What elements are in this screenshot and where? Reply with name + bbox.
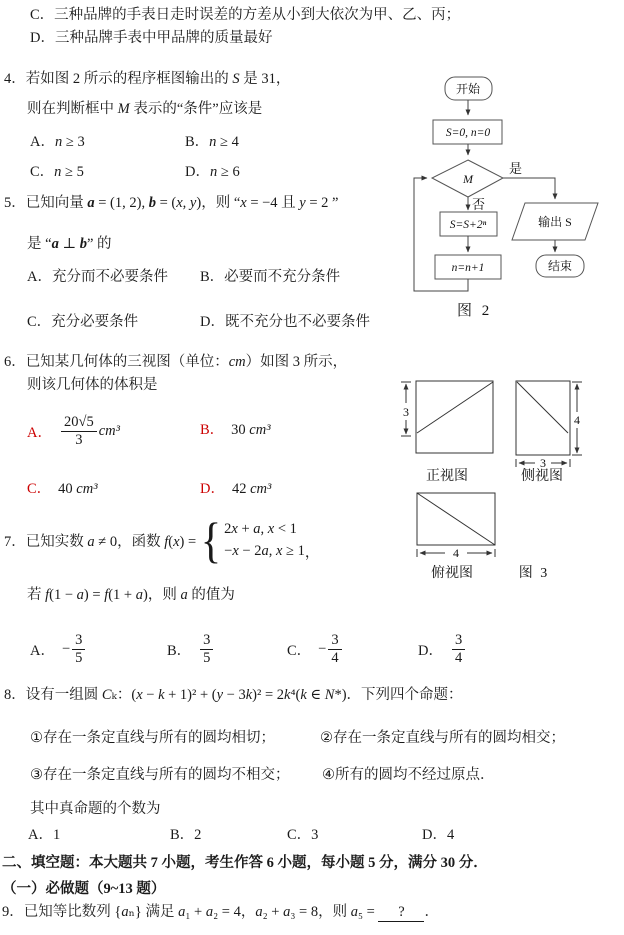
q8-prop-4: ④所有的圆均不经过原点． bbox=[322, 767, 495, 783]
q5-line-1: 5．已知向量 a = (1, 2), b = (x, y)，则 “x = −4 且 y = 2 ” bbox=[4, 195, 339, 211]
piecewise-brace: { bbox=[200, 511, 222, 568]
q4-option-b: B．n ≥ 4 bbox=[185, 134, 239, 150]
q8-stem-2: 其中真命题的个数为 bbox=[30, 801, 161, 817]
q8-line-1: 8．设有一组圆 Cₖ：(x − k + 1)² + (y − 3k)² = 2k⁴(k ∈ N*)．下列四个命题： bbox=[4, 687, 463, 703]
q6-option-a-fraction: $\frac{20√5}{3}$ bbox=[61, 414, 97, 448]
q4-option-a: A．n ≥ 3 bbox=[30, 134, 85, 150]
increment-node-label: n=n+1 bbox=[451, 262, 485, 274]
q3-option-c: C．三种品牌的手表日走时误差的方差从小到大依次为甲、乙、丙； bbox=[30, 7, 461, 23]
top-view-label: 俯视图 bbox=[431, 566, 473, 581]
figure-2-caption: 图 2 bbox=[457, 303, 493, 319]
q5-option-c: C．充分必要条件 bbox=[27, 314, 139, 330]
q7-option-d: D． $\frac{3}{4}$ bbox=[418, 625, 467, 673]
q5-option-a: A．充分而不必要条件 bbox=[27, 269, 168, 285]
q9-line: 9．已知等比数列 {aₙ} 满足 a₁ + a₂ = 4，a₂ + a₃ = 8，则 a₅ = ? ． bbox=[2, 903, 439, 922]
q7-option-c: C． − $\frac{3}{4}$ bbox=[287, 625, 344, 673]
side-view-diagonal bbox=[517, 382, 568, 433]
piecewise-cases: 2x + a, x < 1 −x − 2a, x ≥ 1 bbox=[224, 520, 305, 559]
section-2-title: 二、填空题：本大题共 7 小题，考生作答 6 小题，每小题 5 分，满分 30 分． bbox=[2, 855, 488, 871]
q4-option-d: D．n ≥ 6 bbox=[185, 164, 240, 180]
q7-option-a: A． − $\frac{3}{5}$ bbox=[30, 625, 87, 673]
figure-3-caption: 图 3 bbox=[518, 566, 550, 581]
q8-option-c: C．3 bbox=[287, 827, 319, 843]
front-height-dim: 3 bbox=[403, 405, 409, 419]
q6-option-a bbox=[27, 406, 120, 456]
yes-branch-label: 是 bbox=[509, 161, 523, 176]
q6-option-c: C． 40 cm³ bbox=[27, 481, 98, 497]
q6-option-a-label: A． bbox=[27, 424, 52, 441]
figure-3-three-views bbox=[398, 376, 624, 588]
top-width-dim: 4 bbox=[453, 546, 459, 560]
q4-line-2: 则在判断框中 M 表示的“条件”应该是 bbox=[27, 101, 263, 117]
q8-option-d: D．4 bbox=[422, 827, 455, 843]
q6-option-d: D． 42 cm³ bbox=[200, 481, 272, 497]
q6-line-1: 6．已知某几何体的三视图（单位：cm）如图 3 所示， bbox=[4, 354, 348, 370]
side-width-dim: 3 bbox=[540, 456, 546, 470]
q8-option-a: A．1 bbox=[28, 827, 61, 843]
side-height-dim: 4 bbox=[574, 413, 580, 427]
q8-option-b: B．2 bbox=[170, 827, 202, 843]
q8-prop-1: ①存在一条定直线与所有的圆均相切； bbox=[30, 730, 275, 746]
section-2-subtitle: （一）必做题（9~13 题） bbox=[2, 881, 166, 897]
q7-stem: 7．已知实数 a ≠ 0，函数 f(x) = bbox=[4, 533, 197, 550]
yes-wire bbox=[503, 178, 555, 199]
no-branch-label: 否 bbox=[472, 197, 486, 212]
figure-2-flowchart bbox=[398, 72, 624, 322]
top-view-diagonal bbox=[417, 493, 495, 545]
q4-line-1: 4．若如图 2 所示的程序框图输出的 S 是 31， bbox=[4, 71, 291, 87]
q6-line-2: 则该几何体的体积是 bbox=[27, 377, 158, 393]
front-view-diagonal bbox=[417, 382, 493, 433]
q4-option-c: C．n ≥ 5 bbox=[30, 164, 84, 180]
output-node-label: 输出 S bbox=[538, 215, 572, 229]
side-view-rect bbox=[516, 381, 570, 455]
decision-node-label: M bbox=[463, 172, 473, 186]
q7-option-b: B． $\frac{3}{5}$ bbox=[167, 625, 215, 673]
front-view-label: 正视图 bbox=[426, 469, 468, 484]
q8-prop-2: ②存在一条定直线与所有的圆均相交； bbox=[320, 730, 565, 746]
init-node-label: S=0, n=0 bbox=[445, 127, 491, 139]
start-node-label: 开始 bbox=[455, 82, 481, 96]
q6-option-b: B． 30 cm³ bbox=[200, 422, 271, 438]
q6-option-a-unit: cm³ bbox=[98, 422, 120, 439]
side-view-label: 侧视图 bbox=[521, 469, 563, 484]
q7-line-1: 7．已知实数 a ≠ 0，函数 f(x) = { 2x + a, x < 1 −x − 2a, x ≥ 1 ， bbox=[4, 511, 320, 568]
q8-prop-3: ③存在一条定直线与所有的圆均不相交； bbox=[30, 767, 290, 783]
q7-line-2: 若 f(1 − a) = f(1 + a)，则 a 的值为 bbox=[27, 587, 235, 603]
accumulate-node-label: S=S+2ⁿ bbox=[449, 219, 487, 231]
q3-option-d: D．三种品牌手表中甲品牌的质量最好 bbox=[30, 30, 273, 46]
q5-line-2: 是 “a ⊥ b” 的 bbox=[27, 236, 112, 252]
end-node-label: 结束 bbox=[547, 259, 573, 273]
front-view-rect bbox=[416, 381, 493, 453]
q5-option-d: D．既不充分也不必要条件 bbox=[200, 314, 370, 330]
q5-option-b: B．必要而不充分条件 bbox=[200, 269, 341, 285]
